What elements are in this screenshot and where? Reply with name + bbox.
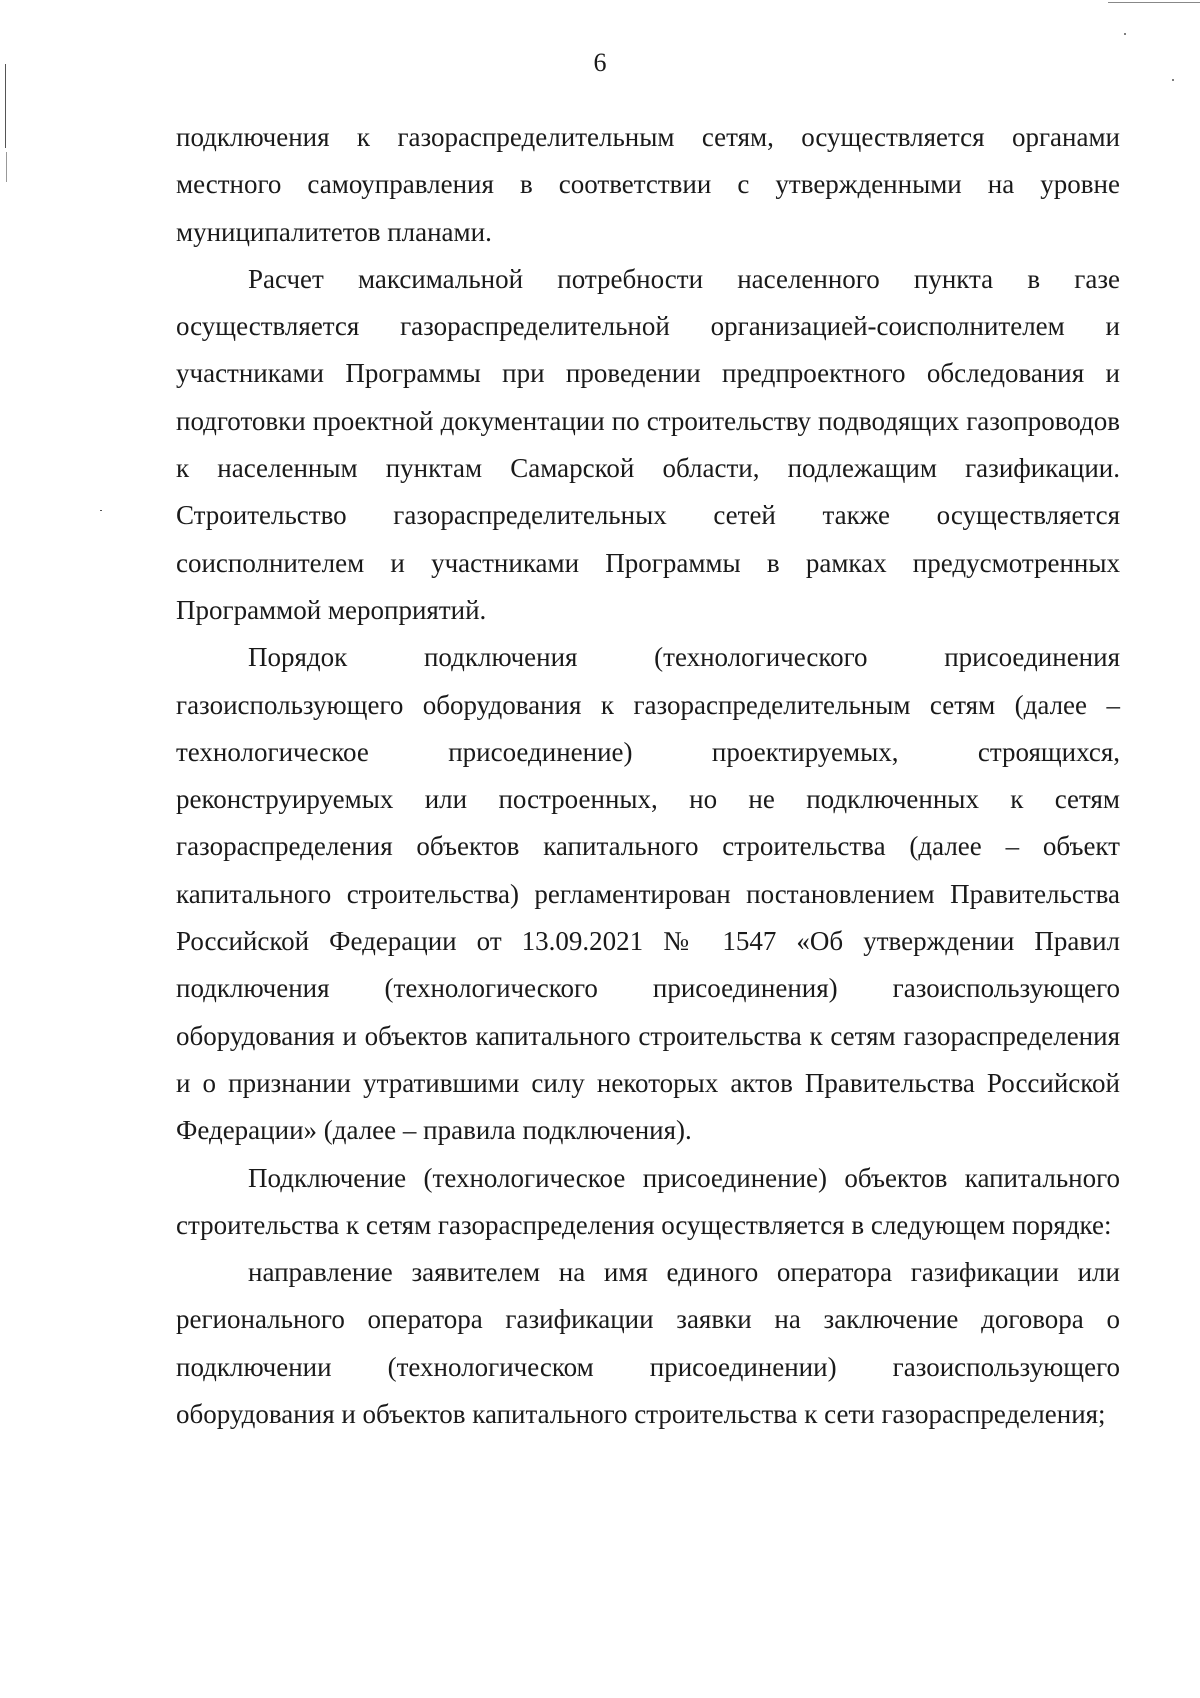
paragraph-gas-demand: Расчет максимальной потребности населенного пункта в газе осуществляется газораспределительной организацией-соисполнителем и участниками Программы при проведении предпроектного обследования и подготовки проектной документации по строительству подводящих газопроводов к населенным пунктам Самарской области, подлежащим газификации. Строительство газораспределительных сетей также осуществляется соисполнителем и участниками Программы в рамках предусмотренных Программой мероприятий. xyxy=(176,263,1120,625)
page-number: 6 xyxy=(593,48,607,77)
document-body xyxy=(176,114,1120,1438)
paragraph-continuation: подключения к газораспределительным сетям, осуществляется органами местного самоуправления в соответствии с утвержденными на уровне муниципалитетов планами. xyxy=(176,122,1120,247)
scan-artifact-left-line xyxy=(6,152,7,182)
paragraph-connection-order: Подключение (технологическое присоединение) объектов капитального строительства к сетям газораспределения осуществляется в следующем порядке: xyxy=(176,1162,1120,1240)
paragraph-connection-procedure: Порядок подключения (технологического присоединения газоиспользующего оборудования к газораспределительным сетям (далее – технологическое присоединение) проектируемых, строящихся, реконструируемых или построенных, но не подключенных к сетям газораспределения объектов капитального строительства (далее – объект капитального строительства) регламентирован постановлением Правительства Российской Федерации от 13.09.2021 № 1547 «Об утверждении Правил подключения (технологического присоединения) газоиспользующего оборудования и объектов капитального строительства к сетям газораспределения и о признании утратившими силу некоторых актов Правительства Российской Федерации» (далее – правила подключения). xyxy=(176,642,1120,1146)
paragraph-application-step: направление заявителем на имя единого оператора газификации или регионального оператора газификации заявки на заключение договора о подключении (технологическом присоединении) газоиспользующего оборудования и объектов капитального строительства к сети газораспределения; xyxy=(176,1257,1120,1430)
scan-artifact-top-line xyxy=(1108,2,1200,3)
scan-artifact-dot xyxy=(1124,33,1126,35)
scan-artifact-dot xyxy=(100,510,102,511)
scan-artifact-dot xyxy=(1172,79,1174,81)
